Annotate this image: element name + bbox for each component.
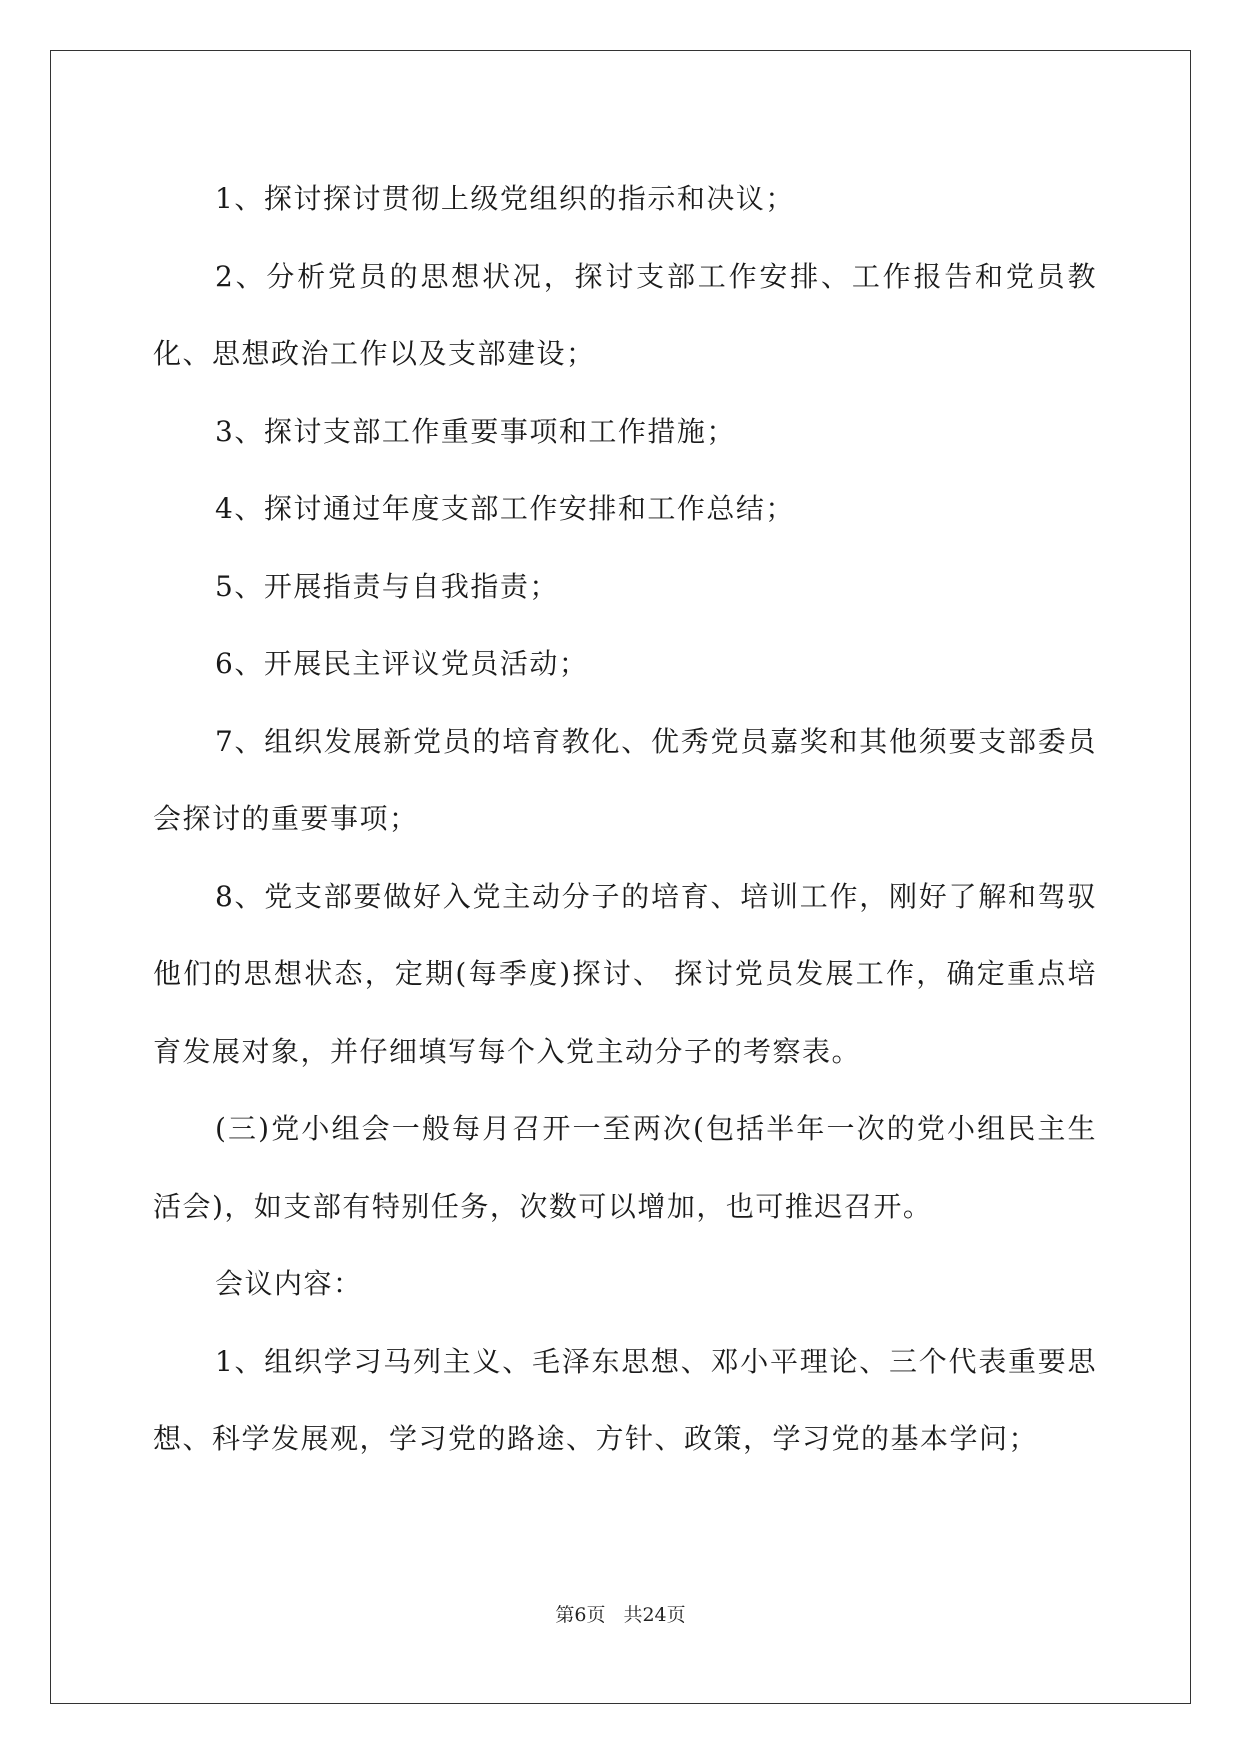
paragraph-1: 1、探讨探讨贯彻上级党组织的指示和决议；: [215, 182, 795, 215]
document-body: [153, 160, 1097, 1478]
paragraph-10: 会议内容：: [215, 1267, 363, 1300]
paragraph-9: (三)党小组会一般每月召开一至两次(包括半年一次的党小组民主生活会)，如支部有特别任务，次数可以增加，也可推迟召开。: [153, 1112, 1097, 1223]
paragraph-3: 3、探讨支部工作重要事项和工作措施；: [215, 414, 736, 448]
paragraph-6: 6、开展民主评议党员活动；: [215, 647, 589, 680]
paragraph-2: 2、分析党员的思想状况，探讨支部工作安排、工作报告和党员教化、思想政治工作以及支部建设；: [153, 259, 1097, 370]
paragraph-7: 7、组织发展新党员的培育教化、优秀党员嘉奖和其他须要支部委员会探讨的重要事项；: [153, 724, 1097, 835]
page-footer: [0, 1600, 1241, 1627]
paragraph-11: 1、组织学习马列主义、毛泽东思想、邓小平理论、三个代表重要思想、科学发展观，学习党的路途、方针、政策，学习党的基本学问；: [153, 1344, 1097, 1455]
page-number: 第6页: [555, 1604, 606, 1626]
page-total: 共24页: [623, 1604, 686, 1626]
paragraph-4: 4、探讨通过年度支部工作安排和工作总结；: [215, 492, 795, 525]
paragraph-5: 5、开展指责与自我指责；: [215, 569, 559, 603]
paragraph-8: 8、党支部要做好入党主动分子的培育、培训工作，刚好了解和驾驭他们的思想状态，定期(每季度)探讨、 探讨党员发展工作，确定重点培育发展对象，并仔细填写每个入党主动分子的考察表。: [153, 879, 1097, 1068]
